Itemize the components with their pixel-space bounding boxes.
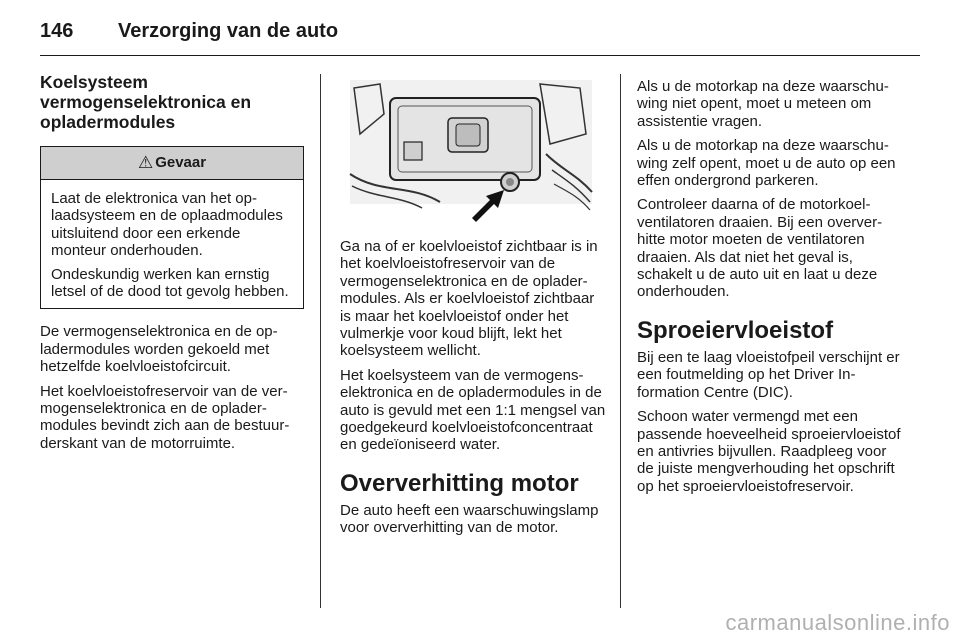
body-paragraph: De auto heeft een waarschuwingslamp voor oververhitting van de motor. <box>340 501 599 537</box>
danger-paragraph: Laat de elektronica van het oplaadsysteem en de oplaadmodules uitsluitend door een erkende monteur onderhouden. <box>51 190 283 260</box>
heading-line: vermogenselektronica en <box>40 92 252 112</box>
watermark: carmanualsonline.info <box>725 610 950 635</box>
body-paragraph: Het koelvloeistofreservoir van de vermogenselektronica en de opladermodules bevindt zich aan de bestuurderskant van de motorruimte. <box>40 382 290 452</box>
danger-paragraph: Ondeskundig werken kan ernstig letsel of de dood tot gevolg hebben. <box>51 265 289 301</box>
column-right <box>637 78 903 502</box>
body-paragraph: Het koelsysteem van de vermogenselektronica en de opladermodules in de auto is gevuld met een 1:1 mengsel van goedgekeurd koelvloeistofconcentraat en gedeïoniseerd water. <box>340 366 606 454</box>
body-paragraph: Als u de motorkap na deze waarschuwing niet opent, moet u meteen om assistentie vragen. <box>637 78 889 130</box>
body-paragraph: Controleer daarna of de motorkoelventilatoren draaien. Bij een oververhitte motor moeten de ventilatoren draaien. Als dat niet het geval is, schakelt u de auto uit en laat u deze onderhouden. <box>637 196 883 301</box>
danger-box <box>40 146 304 309</box>
body-paragraph: Bij een te laag vloeistofpeil verschijnt er een foutmelding op het Driver Information Centre (DIC). <box>637 348 900 401</box>
chapter-title: Verzorging van de auto <box>118 20 339 42</box>
page-header <box>40 14 920 56</box>
page-number: 146 <box>40 20 74 42</box>
body-paragraph: Schoon water vermengd met een passende hoeveelheid sproeiervloeistof en antivries bijvullen. Raadpleeg voor de juiste mengverhouding het opschrift op het sproeiervloeistofreservoir. <box>637 408 901 495</box>
heading-line: opladermodules <box>40 112 176 132</box>
column-divider-left <box>320 74 321 608</box>
body-paragraph: Ga na of er koelvloeistof zichtbaar is in het koelvloeistofreservoir van de vermogenselektronica en de opladermodules. Als er koelvloeistof zichtbaar is maar het koelvloeistof onder het vulmerkje voor koud blijft, lekt het koelsysteem wellicht. <box>340 238 598 360</box>
danger-box-header <box>41 147 303 180</box>
danger-title: Gevaar <box>155 154 207 172</box>
warning-triangle-icon: ⚠ <box>137 153 154 173</box>
engine-bay-illustration <box>340 74 602 224</box>
danger-box-body <box>41 180 303 308</box>
heading-line: Koelsysteem <box>40 72 148 92</box>
coolant-reservoir-drawing <box>340 74 602 224</box>
body-paragraph: De vermogenselektronica en de opladermodules worden gekoeld met hetzelfde koelvloeistofcircuit. <box>40 323 278 376</box>
section-heading-cooling <box>40 72 304 132</box>
column-left <box>40 72 304 459</box>
section-heading-overheating: Oververhitting motor <box>340 469 579 497</box>
section-heading-washer-fluid: Sproeiervloeistof <box>637 316 834 344</box>
body-paragraph: Als u de motorkap na deze waarschuwing zelf opent, moet u de auto op een effen ondergrond parkeren. <box>637 137 896 190</box>
column-divider-right <box>620 74 621 608</box>
column-middle <box>340 74 606 544</box>
